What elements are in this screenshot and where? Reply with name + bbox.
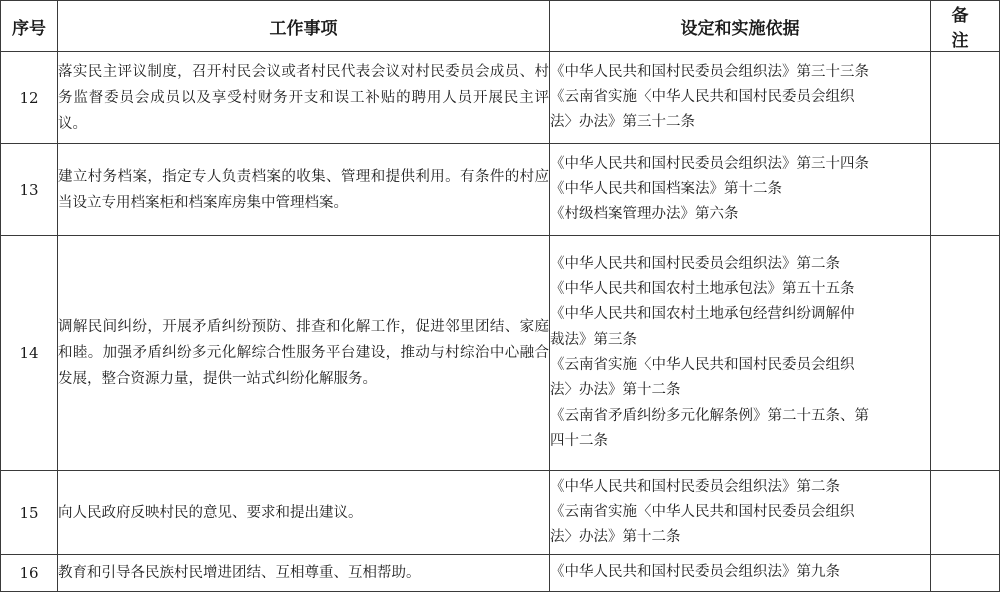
work-item-cell [58, 471, 550, 555]
work-item-cell [58, 555, 550, 592]
work-item-text: 教育和引导各民族村民增进团结、互相尊重、互相帮助。 [58, 565, 421, 581]
work-item-text: 推动与村综治中心融合发展，整合资源力量，提供一站式纠纷化 [58, 345, 549, 387]
remark-cell [931, 52, 1000, 144]
basis-line: 《云南省实施〈中华人民共和国村民委员会组织 [550, 88, 855, 105]
row-number: 13 [1, 144, 58, 236]
row-number: 16 [1, 555, 58, 592]
header-row [1, 1, 1000, 52]
basis-cell [550, 236, 931, 471]
table-row [1, 555, 1000, 592]
basis-line: 《云南省实施〈中华人民共和国村民委员会组织 [550, 503, 855, 520]
table-row [1, 144, 1000, 236]
work-item-text: 落实民主评议制度，召开村民会议或者村民代表会议对村民委员 [58, 63, 475, 80]
basis-line: 《云南省实施〈中华人民共和国村民委员会组织 [550, 357, 855, 373]
basis-line: 《中华人民共和国档案法》第十二条 [550, 180, 782, 197]
work-item-text: 条件的村应当设立专用档案柜和档案库房集中管理档案。 [58, 168, 549, 211]
basis-line: 法〉办法》第三十二条 [550, 114, 695, 131]
row-number: 14 [1, 236, 58, 471]
basis-line: 法〉办法》第十二条 [550, 382, 681, 399]
header-work-item: 工作事项 [58, 1, 550, 52]
basis-cell [550, 471, 931, 555]
work-item-text: 建立村务档案，指定专人负责档案的收集、管理和提供利用。有 [58, 168, 475, 185]
basis-line: 《中华人民共和国村民委员会组织法》第三十四条 [550, 155, 869, 172]
work-item-text: 聘用人员开展民主评议。 [58, 89, 549, 132]
basis-line: 四十二条 [550, 432, 608, 449]
remark-cell [931, 144, 1000, 236]
basis-line: 法〉办法》第十二条 [550, 529, 681, 546]
remark-cell [931, 555, 1000, 592]
work-item-text: 会成员、村务监督委员会成员以及享受村财务开支和误工补贴的 [58, 63, 549, 106]
basis-line: 《中华人民共和国村民委员会组织法》第二条 [550, 255, 840, 272]
work-item-cell [58, 144, 550, 236]
work-item-text: 调解民间纠纷，开展矛盾纠纷预防、排查和化解工作，促进邻里 [58, 319, 475, 335]
remark-cell [931, 236, 1000, 471]
basis-line: 《中华人民共和国农村土地承包法》第五十五条 [550, 281, 855, 298]
basis-line: 《中华人民共和国农村土地承包经营纠纷调解仲 [550, 306, 855, 323]
row-number: 12 [1, 52, 58, 144]
basis-cell [550, 555, 931, 592]
table-row [1, 236, 1000, 471]
remark-cell [931, 471, 1000, 555]
basis-cell [550, 144, 931, 236]
work-item-cell [58, 236, 550, 471]
basis-line: 裁法》第三条 [550, 331, 637, 348]
basis-line: 《中华人民共和国村民委员会组织法》第三十三条 [550, 63, 869, 80]
table-row [1, 471, 1000, 555]
basis-line: 《中华人民共和国村民委员会组织法》第九条 [550, 564, 840, 581]
header-remark: 备 注 [931, 1, 1000, 52]
work-item-text: 团结、家庭和睦。加强矛盾纠纷多元化解综合性服务平台建设， [58, 319, 549, 361]
work-item-cell [58, 52, 550, 144]
header-number: 序号 [1, 1, 58, 52]
work-item-text: 解服务。 [319, 371, 377, 387]
row-number: 15 [1, 471, 58, 555]
header-basis: 设定和实施依据 [550, 1, 931, 52]
work-item-text: 向人民政府反映村民的意见、要求和提出建议。 [58, 504, 363, 521]
basis-line: 《中华人民共和国村民委员会组织法》第二条 [550, 478, 840, 495]
basis-line: 《云南省矛盾纠纷多元化解条例》第二十五条、第 [550, 407, 869, 424]
basis-line: 《村级档案管理办法》第六条 [550, 206, 739, 223]
table-row [1, 52, 1000, 144]
basis-cell [550, 52, 931, 144]
